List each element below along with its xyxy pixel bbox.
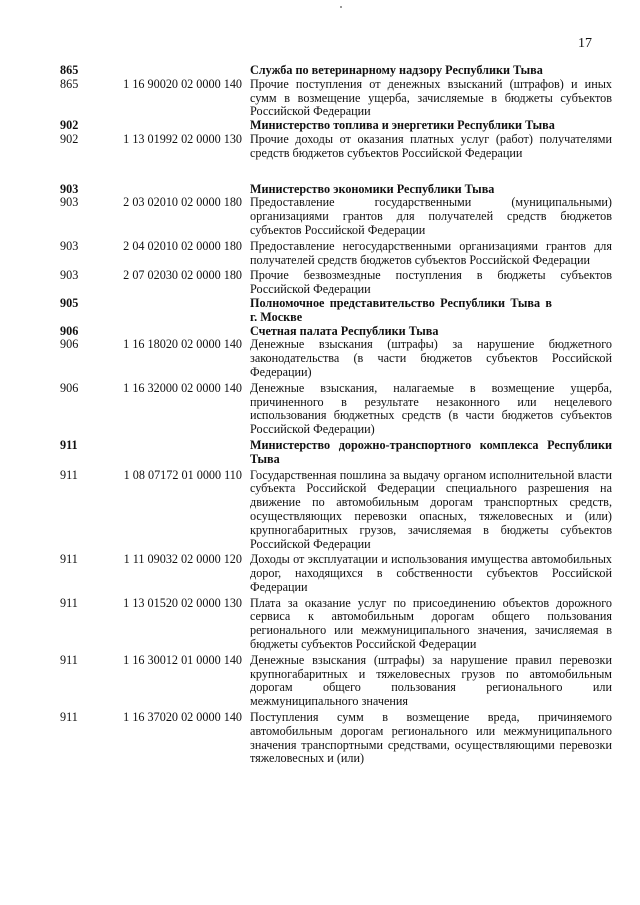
admin-code: 911 bbox=[60, 652, 78, 667]
budget-classification-code bbox=[114, 183, 250, 197]
table-row bbox=[60, 711, 612, 766]
table-row bbox=[60, 64, 612, 78]
row-description: Полномочное представительство Республики Тыва в г. Москве bbox=[250, 295, 552, 324]
table-row bbox=[60, 553, 612, 594]
row-description: Предоставление государственными (муниципальными) организациями грантов для получателей средств бюджетов субъектов Российской Федерации bbox=[250, 195, 612, 237]
admin-code: 911 bbox=[60, 595, 78, 610]
admin-code: 903 bbox=[60, 181, 79, 196]
admin-code: 865 bbox=[60, 76, 79, 91]
admin-code: 902 bbox=[60, 118, 79, 133]
table-row bbox=[60, 240, 612, 268]
table-row bbox=[60, 325, 612, 339]
row-description: Прочие безвозмездные поступления в бюджеты субъектов Российской Федерации bbox=[250, 268, 612, 297]
revenue-codes-table bbox=[60, 64, 612, 766]
admin-code: 911 bbox=[60, 467, 78, 482]
table-row bbox=[60, 196, 612, 237]
budget-classification-code: 1 13 01520 02 0000 130 bbox=[123, 595, 242, 610]
row-description: Денежные взыскания, налагаемые в возмещение ущерба, причиненного в результате незаконного или нецелевого использования бюджетных средств (в части бюджетов субъектов Российской Федерации) bbox=[250, 380, 612, 437]
budget-classification-code bbox=[114, 64, 250, 78]
admin-code: 906 bbox=[60, 323, 79, 338]
table-row bbox=[60, 382, 612, 437]
table-row bbox=[60, 338, 612, 379]
row-description: Служба по ветеринарному надзору Республики Тыва bbox=[250, 63, 543, 77]
table-row bbox=[60, 597, 612, 652]
budget-classification-code: 2 07 02030 02 0000 180 bbox=[123, 268, 242, 283]
row-description: Денежные взыскания (штрафы) за нарушение бюджетного законодательства (в части бюджетов субъектов Российской Федерации) bbox=[250, 337, 612, 379]
budget-classification-code: 1 16 30012 01 0000 140 bbox=[123, 652, 242, 667]
budget-classification-code: 1 16 37020 02 0000 140 bbox=[123, 710, 242, 725]
table-row bbox=[60, 654, 612, 709]
row-description: Доходы от эксплуатации и использования имущества автомобильных дорог, находящихся в собственности субъектов Российской Федерации bbox=[250, 552, 612, 594]
budget-classification-code bbox=[114, 297, 250, 325]
budget-classification-code: 1 11 09032 02 0000 120 bbox=[123, 552, 242, 567]
admin-code: 911 bbox=[60, 437, 78, 452]
row-description: Министерство дорожно-транспортного комплекса Республики Тыва bbox=[250, 437, 612, 466]
row-description: Плата за оказание услуг по присоединению объектов дорожного сервиса к автомобильным дорогам общего пользования регионального или межмуниципального значения, зачисляемая в бюджеты субъектов Российской Федерации bbox=[250, 595, 612, 652]
budget-classification-code: 1 16 18020 02 0000 140 bbox=[123, 337, 242, 352]
row-description: Министерство топлива и энергетики Республики Тыва bbox=[250, 118, 555, 133]
row-description: Счетная палата Республики Тыва bbox=[250, 323, 439, 338]
admin-code: 906 bbox=[60, 337, 79, 352]
row-description: Министерство экономики Республики Тыва bbox=[250, 181, 495, 196]
scan-mark bbox=[340, 6, 342, 8]
table-row bbox=[60, 439, 612, 467]
budget-classification-code: 1 16 90020 02 0000 140 bbox=[123, 76, 242, 91]
admin-code: 905 bbox=[60, 295, 79, 310]
row-description: Прочие доходы от оказания платных услуг (работ) получателями средств бюджетов субъектов Российской Федерации bbox=[250, 131, 612, 160]
admin-code: 906 bbox=[60, 380, 79, 395]
budget-classification-code: 1 08 07172 01 0000 110 bbox=[123, 467, 242, 482]
admin-code: 911 bbox=[60, 710, 78, 725]
table-row bbox=[60, 119, 612, 133]
table-row bbox=[60, 183, 612, 197]
table-row bbox=[60, 133, 612, 161]
budget-classification-code: 1 13 01992 02 0000 130 bbox=[123, 131, 242, 146]
admin-code: 911 bbox=[60, 552, 78, 567]
row-description: Предоставление негосударственными организациями грантов для получателей средств бюджетов субъектов Российской Федерации bbox=[250, 238, 612, 267]
budget-classification-code bbox=[114, 439, 250, 467]
admin-code: 903 bbox=[60, 195, 79, 210]
budget-classification-code bbox=[114, 325, 250, 339]
admin-code: 903 bbox=[60, 238, 79, 253]
table-row bbox=[60, 469, 612, 552]
table-row bbox=[60, 269, 612, 297]
row-description: Государственная пошлина за выдачу органом исполнительной власти субъекта Российской Федерации специального разрешения на движение по автомобильным дорогам транспортных средств, осуществляющих перевозки опасных, тяжеловесных и (или) крупногабаритных грузов, зачисляемая в бюджеты субъектов Российской Федерации bbox=[250, 467, 612, 551]
budget-classification-code bbox=[114, 119, 250, 133]
row-description: Денежные взыскания (штрафы) за нарушение правил перевозки крупногабаритных и тяжеловесных грузов по автомобильным дорогам общего пользования регионального или межмуниципального значения bbox=[250, 652, 612, 709]
admin-code: 902 bbox=[60, 131, 79, 146]
page-number: 17 bbox=[578, 36, 592, 51]
row-description: Поступления сумм в возмещение вреда, причиняемого автомобильным дорогам регионального или межмуниципального значения транспортными средствами, осуществляющими перевозки тяжеловесных и (или) bbox=[250, 710, 612, 766]
budget-classification-code: 2 03 02010 02 0000 180 bbox=[123, 195, 242, 210]
budget-classification-code: 1 16 32000 02 0000 140 bbox=[123, 380, 242, 395]
table-row bbox=[60, 297, 612, 325]
budget-classification-code: 2 04 02010 02 0000 180 bbox=[123, 238, 242, 253]
row-description: Прочие поступления от денежных взысканий (штрафов) и иных сумм в возмещение ущерба, зачисляемые в бюджеты субъектов Российской Федерации bbox=[250, 76, 612, 119]
admin-code: 903 bbox=[60, 268, 79, 283]
admin-code: 865 bbox=[60, 63, 79, 77]
table-row bbox=[60, 78, 612, 119]
